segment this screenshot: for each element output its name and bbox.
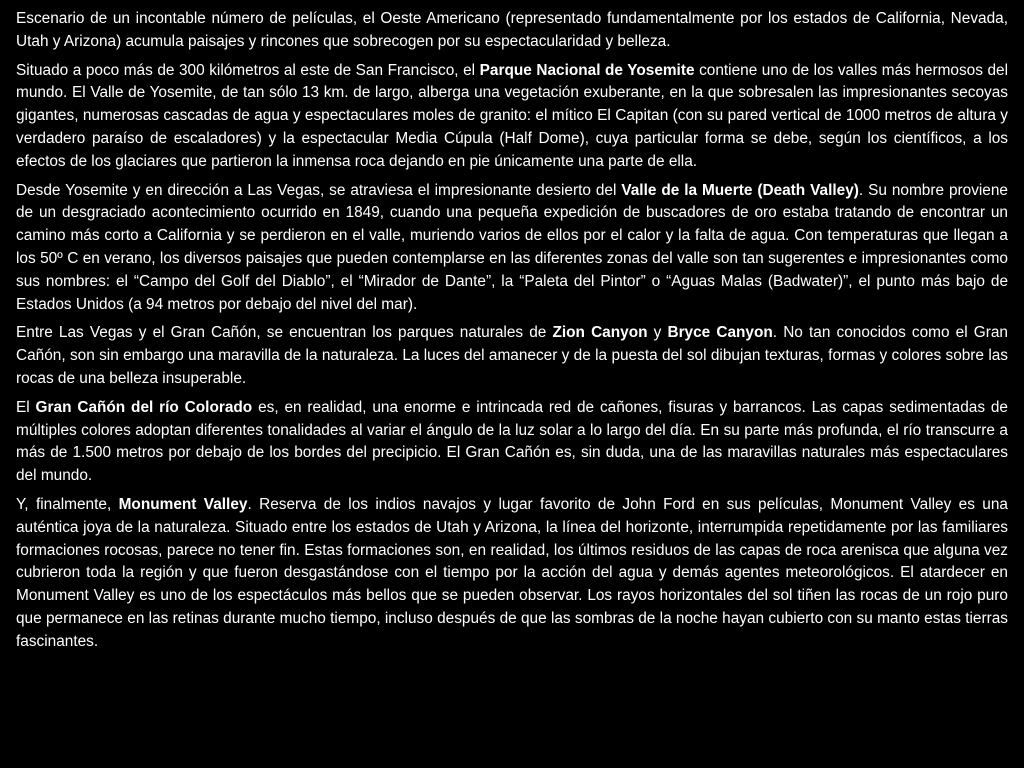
paragraph-text: Escenario de un incontable número de películas, el Oeste Americano (representado fundamentalmente por los estados de California, Nevada, Utah y Arizona) acumula paisajes y rincones que sobrecogen por su espectacularidad y belleza. bbox=[16, 10, 1008, 50]
paragraph-text: El bbox=[16, 398, 36, 416]
highlight-monument-valley: Monument Valley bbox=[118, 495, 248, 513]
highlight-grand-canyon: Gran Cañón del río Colorado bbox=[35, 398, 253, 416]
paragraph-death-valley bbox=[16, 180, 1008, 317]
paragraph-intro bbox=[16, 8, 1008, 54]
paragraph-text: Y, finalmente, bbox=[16, 495, 119, 513]
paragraph-text: contiene uno de los valles más hermosos del mundo. El Valle de Yosemite, de tan sólo 13 km. de largo, alberga una vegetación exuberante, en la que sobresalen las impresionantes secoyas gigantes, numerosas cascadas de agua y espectaculares moles de granito: el mítico El Capitan (con su pared vertical de 1000 metros de altura y verdadero paraíso de escaladores) y la espectacular Media Cúpula (Half Dome), cuya particular forma se debe, según los científicos, a los efectos de los glaciares que partieron la inmensa roca dejando en pie únicamente una parte de ella. bbox=[16, 61, 1009, 170]
highlight-bryce-canyon: Bryce Canyon bbox=[667, 324, 773, 342]
paragraph-text: Situado a poco más de 300 kilómetros al este de San Francisco, el bbox=[16, 61, 480, 79]
paragraph-text: es, en realidad, una enorme e intrincada red de cañones, fisuras y barrancos. Las capas sedimentadas de múltiples colores adoptan diferentes tonalidades al variar el ángulo de la luz solar a lo largo del día. En su parte más profunda, el río transcurre a más de 1.500 metros por debajo de los bordes del precipicio. El Gran Cañón es, sin duda, una de las maravillas naturales más espectaculares del mundo. bbox=[16, 398, 1008, 485]
paragraph-text: . Reserva de los indios navajos y lugar favorito de John Ford en sus películas, Monument Valley es una auténtica joya de la naturaleza. Situado entre los estados de Utah y Arizona, la línea del horizonte, interrumpida repetidamente por las familiares formaciones rocosas, parece no tener fin. Estas formaciones son, en realidad, los últimos residuos de las capas de roca arenisca que alguna vez cubrieron toda la región y que fueron desgastándose con el tiempo por la acción del agua y demás agentes meteorológicos. El atardecer en Monument Valley es uno de los espectáculos más bellos que se pueden observar. Los rayos horizontales del sol tiñen las rocas de un rojo puro que permanece en las retinas durante mucho tiempo, incluso después de que las sombras de la noche hayan cubierto con su manto estas tierras fascinantes. bbox=[16, 495, 1008, 650]
highlight-yosemite: Parque Nacional de Yosemite bbox=[479, 61, 695, 79]
paragraph-monument-valley bbox=[16, 494, 1008, 654]
paragraph-text: Desde Yosemite y en dirección a Las Vegas, se atraviesa el impresionante desierto del bbox=[16, 181, 622, 199]
highlight-zion-canyon: Zion Canyon bbox=[552, 324, 648, 342]
paragraph-text: . No tan conocidos como el Gran Cañón, son sin embargo una maravilla de la naturaleza. La luces del amanecer y de la puesta del sol dibujan texturas, formas y colores sobre las rocas de una belleza insuperable. bbox=[16, 324, 1008, 387]
highlight-death-valley: Valle de la Muerte (Death Valley) bbox=[621, 181, 859, 199]
paragraph-yosemite bbox=[16, 60, 1008, 174]
paragraph-zion-bryce bbox=[16, 322, 1008, 390]
paragraph-text: y bbox=[647, 324, 668, 342]
paragraph-text: Entre Las Vegas y el Gran Cañón, se encuentran los parques naturales de bbox=[16, 324, 553, 342]
paragraph-grand-canyon bbox=[16, 397, 1008, 488]
paragraph-text: . Su nombre proviene de un desgraciado acontecimiento ocurrido en 1849, cuando una pequeña expedición de buscadores de oro estaba tratando de encontrar un camino más corto a California y se perdieron en el valle, muriendo varios de ellos por el calor y la falta de agua. Con temperaturas que llegan a los 50º C en verano, los diversos paisajes que pueden contemplarse en las diferentes zonas del valle son tan sugerentes e impresionantes como sus nombres: el “Campo del Golf del Diablo”, el “Mirador de Dante”, la “Paleta del Pintor” o “Aguas Malas (Badwater)”, el punto más bajo de Estados Unidos (a 94 metros por debajo del nivel del mar). bbox=[16, 181, 1008, 313]
